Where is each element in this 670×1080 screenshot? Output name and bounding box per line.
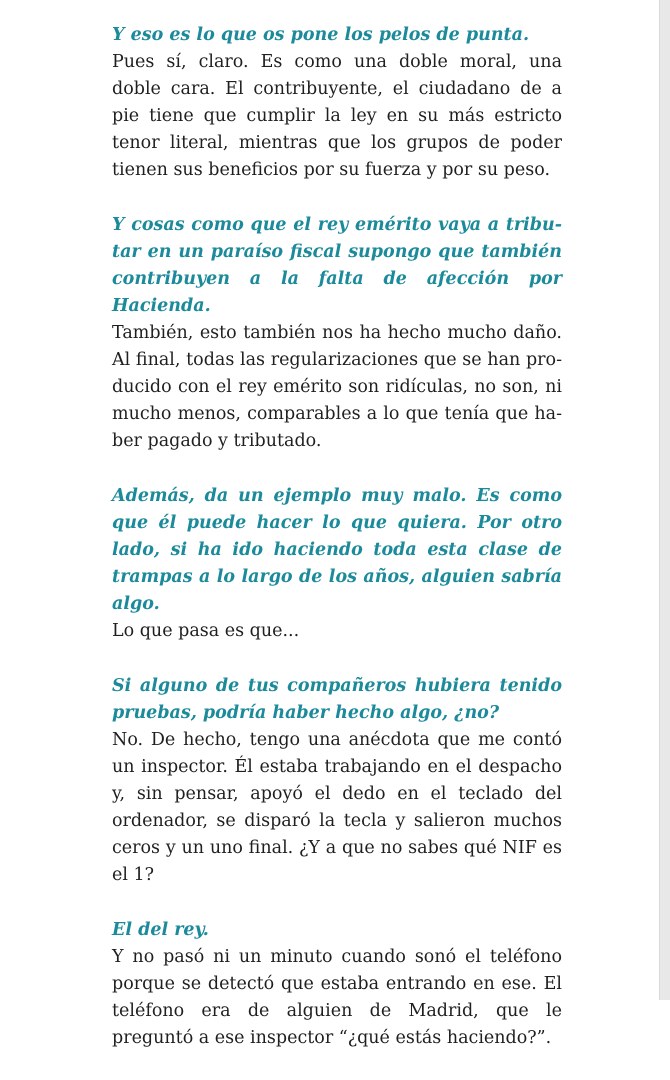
interview-text (112, 22, 562, 1080)
qa-block (112, 22, 562, 184)
qa-block (112, 917, 562, 1052)
qa-block (112, 673, 562, 889)
qa-block (112, 212, 562, 455)
answer: También, esto también nos ha hecho mucho daño. Al final, todas las regularizaciones que se han producido con el rey emérito son ridículas, no son, ni mucho menos, comparables a lo que tenía que haber pagado y tributado. (112, 323, 562, 451)
answer: No. De hecho, tengo una anécdota que me contó un inspector. Él estaba trabajando en el despacho y, sin pensar, apoyó el dedo en el teclado del ordenador, se disparó la tecla y salieron muchos ceros y un uno final. ¿Y a que no sabes qué NIF es el 1? (112, 730, 562, 885)
page-edge-shadow (659, 0, 670, 1000)
question: Y cosas como que el rey emérito vaya a tributar en un paraíso fiscal supongo que también contribuyen a la falta de afección por Hacienda. (112, 215, 562, 316)
qa-block (112, 483, 562, 645)
answer: Y no pasó ni un minuto cuando sonó el teléfono porque se detectó que estaba entrando en ese. El teléfono era de alguien de Madrid, que le preguntó a ese inspector “¿qué estás haciendo?”. (112, 947, 562, 1048)
answer: Lo que pasa es que... (112, 621, 300, 641)
question: Y eso es lo que os pone los pelos de punta. (112, 25, 530, 45)
question: Además, da un ejemplo muy malo. Es como que él puede hacer lo que quiera. Por otro lado, si ha ido haciendo toda esta clase de trampas a lo largo de los años, alguien sabría algo. (112, 486, 562, 614)
question: Si alguno de tus compañeros hubiera tenido pruebas, podría haber hecho algo, ¿no? (112, 676, 562, 723)
answer: Pues sí, claro. Es como una doble moral, una doble cara. El contribuyente, el ciudadano de a pie tiene que cumplir la ley en su más estricto tenor literal, mientras que los grupos de poder tienen sus beneficios por su fuerza y por su peso. (112, 52, 562, 180)
question: El del rey. (112, 920, 209, 940)
